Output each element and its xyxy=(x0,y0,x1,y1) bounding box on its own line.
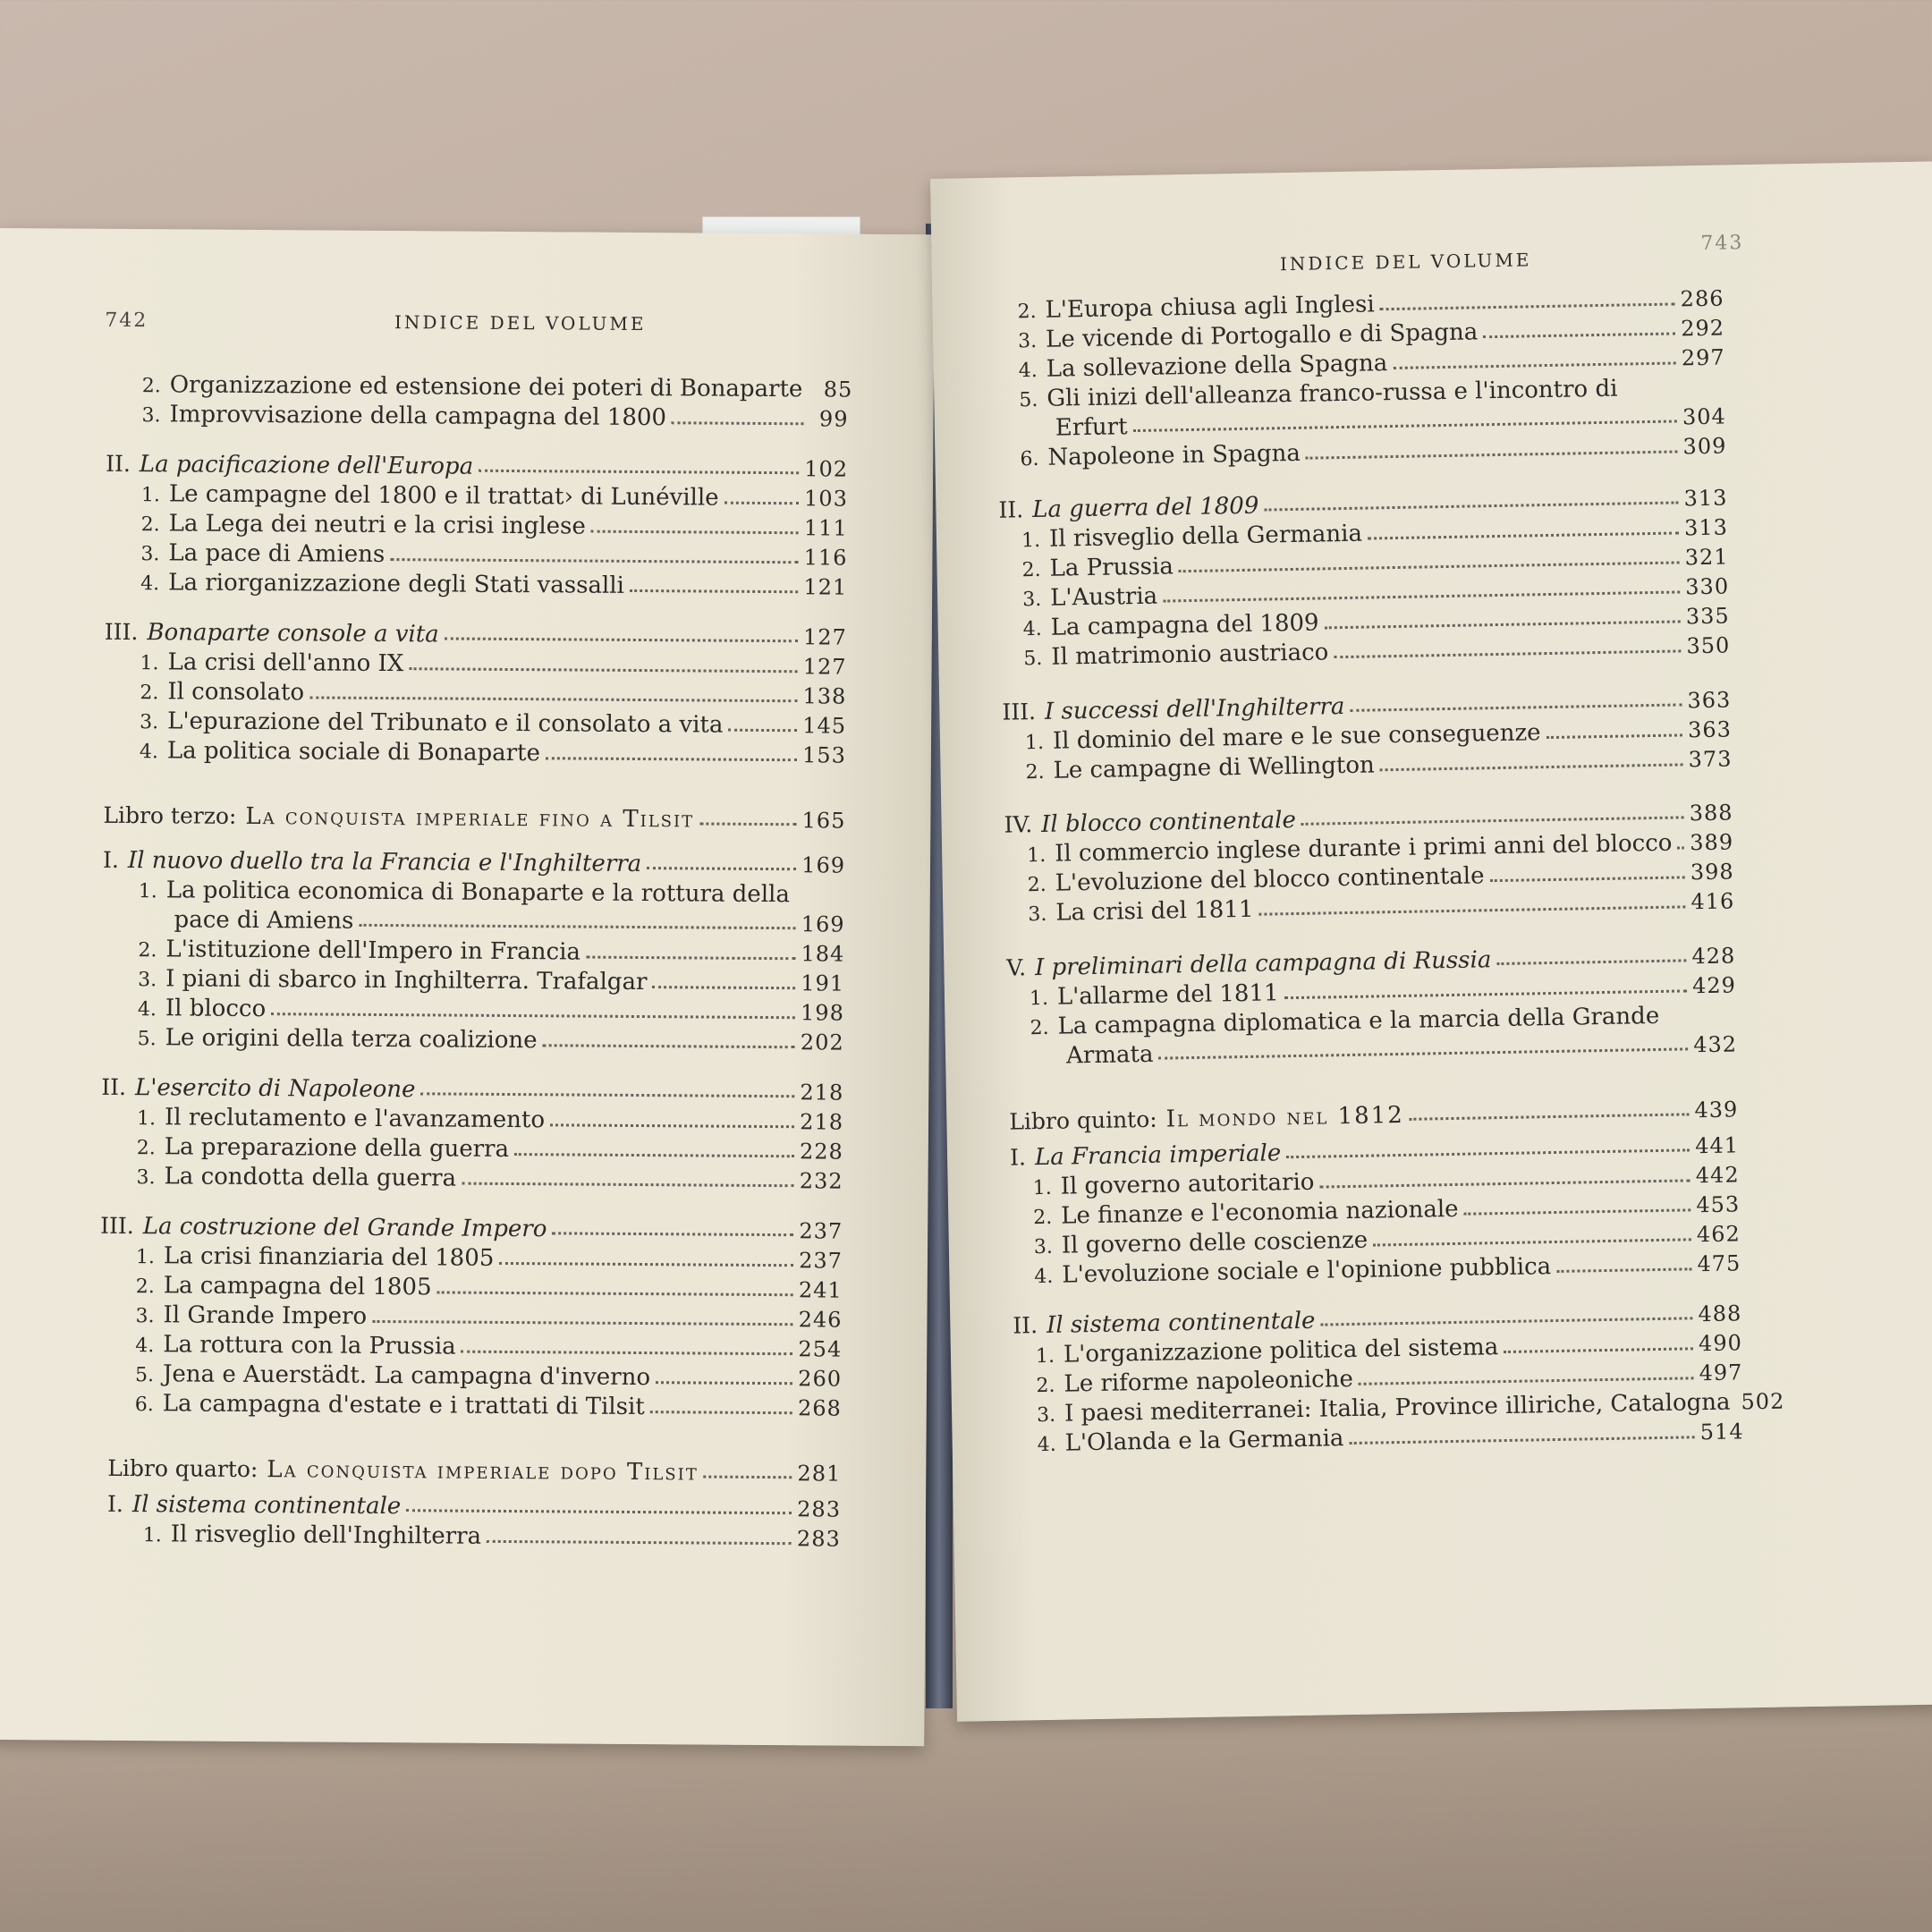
toc-entry-page: 363 xyxy=(1687,687,1732,714)
toc-entry-number: 4. xyxy=(1022,617,1043,641)
toc-entry-page: 497 xyxy=(1699,1360,1743,1386)
toc-entry-number: Libro terzo: xyxy=(103,801,237,829)
leader-dots xyxy=(1320,1317,1692,1326)
toc-entry-number: 3. xyxy=(140,711,159,734)
left-page-number: 742 xyxy=(105,309,148,333)
toc-entry-number: 2. xyxy=(1036,1374,1055,1398)
leader-dots xyxy=(1325,620,1681,629)
toc-entry-title: L'Europa chiusa agli Inglesi xyxy=(1045,291,1375,324)
toc-entry-number: I. xyxy=(106,1490,123,1517)
toc-entry-title: Le campagne del 1800 e il trattat› di Lunéville xyxy=(168,480,719,512)
toc-entry-number: 2. xyxy=(1027,873,1047,897)
leader-dots xyxy=(552,1232,793,1236)
toc-entry-number: 4. xyxy=(1034,1265,1054,1289)
toc-entry-number: 2. xyxy=(138,939,157,962)
toc-entry-title: I piani di sbarco in Inghilterra. Trafalgar xyxy=(165,965,648,996)
right-running-title: INDICE DEL VOLUME xyxy=(1279,249,1532,275)
leader-dots xyxy=(372,1319,793,1325)
leader-dots xyxy=(672,421,804,425)
toc-entry-page: 514 xyxy=(1699,1419,1744,1445)
toc-entry-page: 283 xyxy=(797,1496,842,1522)
leader-dots xyxy=(1133,419,1677,432)
toc-entry-number: 1. xyxy=(136,1107,157,1131)
leader-dots xyxy=(390,558,798,564)
toc-entry-title: La condotta della guerra xyxy=(164,1163,457,1192)
toc-entry-number: 3. xyxy=(1022,588,1042,612)
leader-dots xyxy=(1306,450,1678,459)
toc-entry-number: II. xyxy=(998,496,1024,523)
toc-entry-number: I. xyxy=(1009,1144,1027,1171)
leader-dots xyxy=(546,757,797,761)
toc-entry-number: 1. xyxy=(1024,731,1045,755)
toc-entry-title: Il governo delle coscienze xyxy=(1061,1226,1368,1259)
leader-dots xyxy=(586,955,796,960)
toc-entry-page: 350 xyxy=(1686,632,1731,659)
toc-entry-page: 389 xyxy=(1690,829,1734,856)
leader-dots xyxy=(1556,1267,1691,1273)
toc-entry xyxy=(103,801,845,835)
leader-dots xyxy=(487,1539,792,1544)
toc-entry-number: 1. xyxy=(140,652,159,675)
toc-entry xyxy=(1009,1095,1738,1136)
toc-entry-title: La politica economica di Bonaparte e la rottura della xyxy=(165,877,790,909)
toc-entry-title: pace di Amiens xyxy=(174,906,354,935)
toc-entry-number: Libro quinto: xyxy=(1009,1106,1157,1135)
toc-entry-title: Bonaparte console a vita xyxy=(147,619,439,648)
toc-entry-number: 1. xyxy=(135,1246,156,1269)
toc-entry-number: 1. xyxy=(1035,1344,1055,1368)
toc-entry-number: 3. xyxy=(138,969,157,992)
toc-entry-title: Il sistema continentale xyxy=(1046,1307,1316,1339)
toc-entry-number: 2. xyxy=(1025,760,1045,784)
toc-entry-page: 292 xyxy=(1680,315,1725,342)
toc-entry-page: 432 xyxy=(1692,1031,1738,1058)
toc-entry-number: I. xyxy=(102,846,120,873)
toc-entry xyxy=(135,1389,842,1425)
toc-entry-number: 1. xyxy=(140,484,161,507)
toc-entry-page: 237 xyxy=(799,1248,843,1274)
toc-entry-title: Il blocco continentale xyxy=(1040,806,1297,838)
toc-entry-title: Il reclutamento e l'avanzamento xyxy=(164,1104,546,1134)
toc-entry-number: III. xyxy=(1002,699,1037,725)
toc-entry-page: 363 xyxy=(1687,716,1733,743)
toc-entry-number: 4. xyxy=(140,572,160,596)
leader-dots xyxy=(1380,302,1675,310)
leader-dots xyxy=(1464,1208,1691,1215)
toc-entry-page: 429 xyxy=(1691,972,1737,999)
leader-dots xyxy=(1380,763,1683,771)
toc-entry-title: La pace di Amiens xyxy=(168,539,386,569)
toc-entry xyxy=(103,846,845,880)
toc-entry-page: 111 xyxy=(803,515,848,541)
toc-entry-number: 2. xyxy=(1033,1206,1053,1230)
toc-entry-number: 6. xyxy=(134,1394,154,1417)
toc-entry-title: Il risveglio dell'Inghilterra xyxy=(170,1521,482,1550)
toc-entry-title: Gli inizi dell'alleanza franco-russa e l'incontro di xyxy=(1046,375,1618,412)
toc-entry-number: 3. xyxy=(136,1166,156,1190)
toc-entry-title: I successi dell'Inghilterra xyxy=(1044,693,1345,725)
toc-entry-page: 502 xyxy=(1741,1388,1785,1415)
toc-entry-number: 3. xyxy=(1033,1235,1054,1259)
leader-dots xyxy=(652,986,795,989)
right-page-number: 743 xyxy=(1700,232,1744,255)
toc-entry-title: Jena e Auerstädt. La campagna d'inverno xyxy=(162,1360,651,1392)
toc-entry xyxy=(101,1073,843,1107)
toc-entry-page: 475 xyxy=(1697,1250,1741,1277)
toc-entry-page: 145 xyxy=(802,713,847,739)
leader-dots xyxy=(1163,590,1680,602)
toc-entry-page: 169 xyxy=(801,911,845,937)
toc-entry-title: Il risveglio della Germania xyxy=(1048,520,1363,553)
toc-entry-page: 373 xyxy=(1688,746,1733,773)
toc-entry-number: 4. xyxy=(1037,1433,1056,1457)
leader-dots xyxy=(445,637,798,642)
toc-entry-page: 462 xyxy=(1696,1221,1741,1248)
toc-entry-title: Il consolato xyxy=(167,678,305,707)
toc-entry xyxy=(100,1212,843,1246)
toc-entry-title: L'esercito di Napoleone xyxy=(134,1074,416,1104)
toc-entry-title: Il mondo nel 1812 xyxy=(1165,1101,1405,1133)
leader-dots xyxy=(1490,876,1685,882)
toc-entry-title: Il governo autoritario xyxy=(1060,1168,1315,1200)
toc-entry-title: Il Grande Impero xyxy=(163,1301,368,1330)
toc-entry-title: L'istituzione dell'Impero in Francia xyxy=(165,936,581,966)
toc-entry xyxy=(140,736,846,772)
toc-entry-page: 309 xyxy=(1682,433,1727,460)
leader-dots xyxy=(543,1044,795,1048)
leader-dots xyxy=(1546,733,1683,739)
toc-entry-title: I preliminari della campagna di Russia xyxy=(1034,946,1492,982)
toc-entry-title: Le finanze e l'economia nazionale xyxy=(1060,1195,1459,1230)
toc-entry-number: III. xyxy=(100,1212,134,1240)
toc-entry-page: 281 xyxy=(797,1461,842,1487)
toc-entry-number: 3. xyxy=(141,404,161,428)
toc-entry-title: La Prussia xyxy=(1049,553,1174,582)
toc-entry xyxy=(141,400,848,436)
toc-entry-title: Il sistema continentale xyxy=(131,1491,402,1521)
leader-dots xyxy=(1368,531,1679,539)
toc-entry-title: Il commercio inglese durante i primi anni del blocco xyxy=(1054,829,1673,868)
toc-entry-title: La conquista imperiale fino a Tilsit xyxy=(245,802,695,834)
toc-entry-number: 5. xyxy=(1019,388,1038,412)
leader-dots xyxy=(1677,846,1684,849)
toc-entry xyxy=(136,1162,843,1198)
leader-dots xyxy=(1373,1238,1691,1246)
toc-entry-title: La crisi dell'anno IX xyxy=(167,648,404,678)
toc-entry-number: 1. xyxy=(138,880,157,903)
toc-entry xyxy=(138,1023,844,1059)
toc-entry-title: La Lega dei neutri e la crisi inglese xyxy=(168,510,586,540)
toc-entry-number: 3. xyxy=(135,1305,155,1328)
toc-entry-title: La Francia imperiale xyxy=(1034,1140,1282,1172)
toc-entry-page: 254 xyxy=(798,1336,843,1362)
toc-entry-title: L'Austria xyxy=(1049,582,1158,612)
toc-entry-page: 198 xyxy=(800,1000,844,1026)
toc-entry-title: La campagna del 1809 xyxy=(1050,609,1319,641)
left-running-title: INDICE DEL VOLUME xyxy=(394,311,647,335)
toc-entry-page: 241 xyxy=(798,1277,843,1303)
leader-dots xyxy=(1504,1347,1693,1353)
toc-entry-number: Libro quarto: xyxy=(107,1454,258,1483)
toc-entry-page: 488 xyxy=(1698,1301,1742,1327)
toc-entry-number: 4. xyxy=(1018,359,1038,383)
toc-entry-number: 3. xyxy=(1036,1403,1056,1428)
leader-dots xyxy=(437,1291,793,1296)
toc-entry-page: 202 xyxy=(800,1030,844,1055)
toc-entry-title: Il dominio del mare e le sue conseguenze xyxy=(1052,719,1541,755)
toc-entry-number: 5. xyxy=(1023,647,1043,671)
left-running-head xyxy=(0,309,934,351)
toc-entry-number: 4. xyxy=(139,741,159,764)
leader-dots xyxy=(1319,1179,1690,1188)
toc-entry-number: III. xyxy=(104,618,139,646)
toc-entry-title: Le origini della terza coalizione xyxy=(165,1024,538,1055)
toc-entry-title: La costruzione del Grande Impero xyxy=(142,1213,547,1243)
toc-entry-page: 153 xyxy=(801,742,847,768)
leader-dots xyxy=(1393,361,1676,369)
toc-entry-page: 246 xyxy=(798,1307,843,1333)
toc-entry-number: II. xyxy=(106,450,131,478)
toc-entry-title: L'epurazione del Tribunato e il consolato a vita xyxy=(167,708,724,739)
right-page xyxy=(930,161,1932,1721)
toc-entry-title: I paesi mediterranei: Italia, Province illiriche, Catalogna xyxy=(1063,1388,1731,1428)
toc-entry-page: 283 xyxy=(796,1526,841,1552)
leader-dots xyxy=(1334,649,1681,658)
toc-entry-number: 3. xyxy=(1017,329,1038,353)
toc-entry-number: 2. xyxy=(1030,1016,1049,1040)
toc-entry-number: II. xyxy=(1013,1312,1038,1339)
toc-entry-title: Armata xyxy=(1065,1040,1154,1070)
leader-dots xyxy=(1179,561,1680,572)
toc-entry-page: 388 xyxy=(1689,800,1733,826)
leader-dots xyxy=(1359,1377,1694,1385)
leader-dots xyxy=(1286,1148,1690,1158)
toc-entry-number: 3. xyxy=(1028,902,1047,927)
toc-entry-title: La rottura con la Prussia xyxy=(163,1331,456,1360)
toc-entry xyxy=(107,1454,841,1488)
toc-entry-title: L'evoluzione sociale e l'opinione pubblica xyxy=(1062,1253,1552,1289)
leader-dots xyxy=(630,589,798,592)
toc-entry xyxy=(140,568,847,604)
toc-entry-page: 103 xyxy=(804,486,849,512)
leader-dots xyxy=(1264,501,1678,511)
toc-entry-page: 453 xyxy=(1696,1191,1741,1218)
toc-entry-page: 218 xyxy=(800,1080,844,1106)
toc-entry-number: 1. xyxy=(1021,529,1041,553)
toc-entry-page: 304 xyxy=(1682,403,1727,430)
leader-dots xyxy=(1410,1113,1690,1120)
toc-entry-page: 228 xyxy=(799,1139,843,1165)
toc-entry-number: 5. xyxy=(137,1028,157,1051)
toc-entry-number: IV. xyxy=(1004,811,1033,838)
leader-dots xyxy=(409,667,797,673)
toc-entry-page: 330 xyxy=(1685,573,1730,600)
toc-entry-title: Le riforme napoleoniche xyxy=(1063,1365,1354,1398)
toc-entry-title: La pacificazione dell'Europa xyxy=(139,451,474,480)
toc-entry-page: 127 xyxy=(802,624,847,650)
toc-entry-page: 428 xyxy=(1691,943,1736,970)
toc-entry xyxy=(143,1520,841,1555)
leader-dots xyxy=(550,1123,794,1128)
toc-entry-page: 286 xyxy=(1680,285,1724,312)
leader-dots xyxy=(1349,1436,1694,1445)
toc-entry-page: 116 xyxy=(803,545,848,571)
toc-entry-number: 2. xyxy=(140,682,159,705)
toc-entry xyxy=(107,1490,841,1524)
toc-entry-page: 165 xyxy=(801,808,846,834)
leader-dots xyxy=(479,469,799,474)
toc-entry-title: L'allarme del 1811 xyxy=(1056,979,1279,1011)
toc-entry-page: 85 xyxy=(823,377,853,402)
toc-entry-title: La politica sociale di Bonaparte xyxy=(166,737,541,767)
toc-entry-number: 4. xyxy=(137,998,157,1021)
toc-entry-title: La riorganizzazione degli Stati vassalli xyxy=(168,569,625,599)
toc-entry-title: La preparazione della guerra xyxy=(164,1133,510,1163)
leader-dots xyxy=(650,1411,792,1414)
leader-dots xyxy=(591,530,799,534)
toc-entry-title: La sollevazione della Spagna xyxy=(1046,350,1388,383)
toc-entry-page: 127 xyxy=(802,654,847,680)
toc-entry-title: La conquista imperiale dopo Tilsit xyxy=(267,1456,699,1487)
leader-dots xyxy=(1158,1047,1688,1059)
toc-entry-number: 2. xyxy=(140,513,160,537)
toc-entry-page: 102 xyxy=(804,456,849,482)
toc-entry-number: 2. xyxy=(1021,558,1041,582)
toc-entry-number: 3. xyxy=(140,543,160,566)
leader-dots xyxy=(704,1475,792,1479)
toc-entry-page: 313 xyxy=(1683,514,1729,541)
toc-entry-number: 1. xyxy=(1027,843,1046,868)
toc-entry-title: Le campagne di Wellington xyxy=(1053,751,1375,784)
toc-entry-page: 218 xyxy=(800,1109,844,1135)
leader-dots xyxy=(647,867,796,870)
toc-entry-title: Il blocco xyxy=(165,995,267,1023)
toc-entry-number: 2. xyxy=(136,1137,156,1160)
toc-entry-title: La guerra del 1809 xyxy=(1031,492,1259,524)
toc-entry-title: La campagna diplomatica e la marcia della Grande xyxy=(1057,1002,1660,1040)
leader-dots xyxy=(656,1381,792,1385)
leader-dots xyxy=(462,1182,794,1187)
toc-entry-page: 335 xyxy=(1685,603,1730,630)
toc-entry-title: L'organizzazione politica del sistema xyxy=(1063,1334,1499,1368)
toc-entry-number: 2. xyxy=(141,375,161,398)
toc-entry-title: Il matrimonio austriaco xyxy=(1051,639,1329,671)
right-running-head xyxy=(932,232,1932,295)
leader-dots xyxy=(1284,989,1688,999)
toc-entry-number: 6. xyxy=(1020,447,1039,471)
toc-entry-title: Le vicende di Portogallo e di Spagna xyxy=(1045,318,1479,353)
toc-entry-title: Improvvisazione della campagna del 1800 xyxy=(169,401,667,432)
toc-entry-title: La crisi del 1811 xyxy=(1055,895,1254,927)
leader-dots xyxy=(699,822,796,826)
leader-dots xyxy=(1350,703,1682,711)
toc-entry xyxy=(174,905,844,938)
toc-entry xyxy=(106,450,848,484)
toc-entry-title: Erfurt xyxy=(1055,413,1128,442)
toc-entry-page: 169 xyxy=(801,852,846,878)
toc-entry-page: 439 xyxy=(1694,1097,1739,1123)
toc-entry-title: Organizzazione ed estensione dei poteri di Bonaparte xyxy=(169,371,803,403)
toc-entry-title: L'Olanda e la Germania xyxy=(1064,1425,1344,1457)
leader-dots xyxy=(420,1092,794,1097)
toc-entry xyxy=(105,618,847,652)
toc-entry-page: 416 xyxy=(1690,888,1735,915)
leader-dots xyxy=(499,1261,793,1266)
leader-dots xyxy=(359,923,795,928)
toc-entry-title: L'evoluzione del blocco continentale xyxy=(1055,862,1485,897)
toc-entry-number: 4. xyxy=(135,1335,155,1358)
leader-dots xyxy=(1258,905,1685,915)
toc-entry-number: 5. xyxy=(134,1364,155,1387)
leader-dots xyxy=(724,501,800,504)
toc-entry-title: La campagna del 1805 xyxy=(163,1272,432,1301)
toc-entry-number: 2. xyxy=(1017,300,1037,324)
toc-entry-page: 184 xyxy=(801,941,845,967)
toc-entry-number: 1. xyxy=(1029,987,1049,1011)
leader-dots xyxy=(309,696,797,702)
toc-entry-number: II. xyxy=(101,1073,127,1101)
toc-entry-page: 260 xyxy=(798,1366,843,1392)
toc-entry-page: 191 xyxy=(801,970,845,996)
toc-entry-page: 232 xyxy=(799,1168,843,1194)
leader-dots xyxy=(271,1013,795,1019)
toc-entry-page: 237 xyxy=(799,1218,843,1244)
left-page xyxy=(0,228,935,1746)
toc-entry-page: 268 xyxy=(797,1395,842,1421)
toc-entry-page: 441 xyxy=(1694,1132,1740,1159)
toc-entry-page: 99 xyxy=(818,406,849,432)
toc-entry-page: 121 xyxy=(803,574,848,600)
toc-entry-title: Napoleone in Spagna xyxy=(1047,439,1301,471)
toc-entry-number: 1. xyxy=(142,1524,162,1547)
toc-entry-page: 398 xyxy=(1690,859,1734,886)
leader-dots xyxy=(1301,816,1684,825)
toc-entry-number: V. xyxy=(1006,954,1027,981)
leader-dots xyxy=(1483,332,1675,338)
toc-entry-page: 297 xyxy=(1681,344,1725,371)
toc-entry-title: La campagna d'estate e i trattati di Tilsit xyxy=(162,1390,645,1421)
leader-dots xyxy=(728,728,797,732)
leader-dots xyxy=(406,1509,792,1514)
toc-entry-number: 2. xyxy=(135,1275,155,1299)
toc-entry-title: Il nuovo duello tra la Francia e l'Inghilterra xyxy=(127,847,642,878)
toc-entry-number: 1. xyxy=(1032,1176,1052,1200)
leader-dots xyxy=(462,1350,793,1355)
toc-entry-page: 313 xyxy=(1683,485,1728,512)
toc-entry-page: 442 xyxy=(1695,1162,1740,1189)
leader-dots xyxy=(514,1153,794,1157)
toc-entry-title: La crisi finanziaria del 1805 xyxy=(163,1242,495,1272)
toc-entry-page: 490 xyxy=(1698,1330,1743,1357)
toc-entry-page: 321 xyxy=(1684,544,1729,571)
leader-dots xyxy=(1496,959,1686,965)
toc-entry-page: 138 xyxy=(802,683,847,709)
